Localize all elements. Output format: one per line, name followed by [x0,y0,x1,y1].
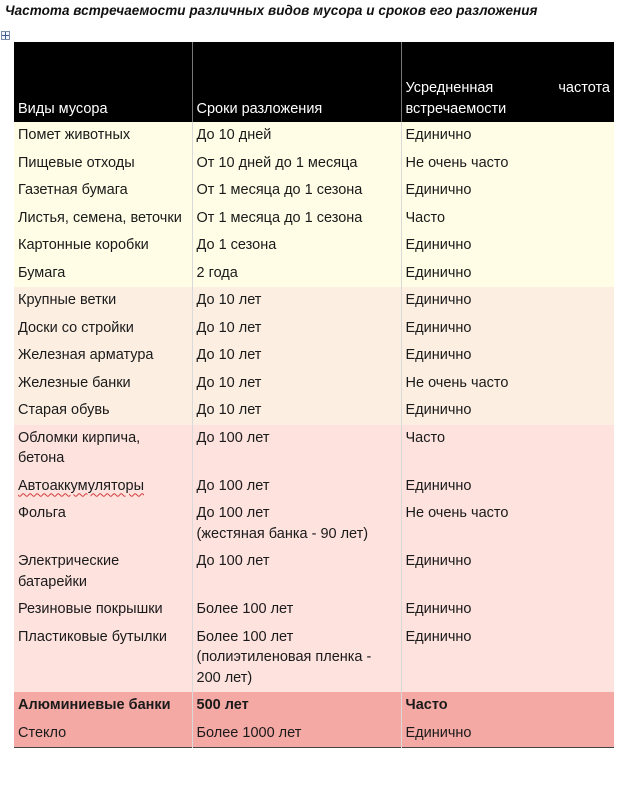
period-main: До 100 лет [196,505,270,521]
debris-type-cell: Стекло [14,720,192,748]
decomposition-period-cell [192,624,401,693]
debris-type-cell: Крупные ветки [14,287,192,315]
debris-type-cell: Картонные коробки [14,232,192,260]
table-row [14,287,614,315]
debris-type-cell: Обломки кирпича, бетона [14,425,192,473]
debris-type-cell: Железная арматура [14,342,192,370]
decomposition-period-cell: 2 года [192,260,401,288]
debris-type-cell: Бумага [14,260,192,288]
decomposition-period-cell: Более 100 лет [192,596,401,624]
table-row [14,205,614,233]
decomposition-period-cell: До 10 дней [192,122,401,150]
debris-type-cell: Резиновые покрышки [14,596,192,624]
debris-type-cell: Пищевые отходы [14,150,192,178]
debris-type-cell: Газетная бумага [14,177,192,205]
frequency-cell: Единично [401,287,614,315]
table-row [14,342,614,370]
frequency-cell: Единично [401,315,614,343]
frequency-cell: Часто [401,692,614,720]
header-type: Виды мусора [14,42,192,122]
table-row [14,122,614,150]
table-row [14,473,614,501]
table-header-row [14,42,614,122]
debris-type-cell [14,473,192,501]
period-note: (полиэтиленовая пленка - 200 лет) [196,649,372,686]
debris-type-cell: Электрические батарейки [14,548,192,596]
table-row [14,500,614,548]
table-row [14,260,614,288]
frequency-cell: Часто [401,425,614,473]
frequency-cell: Не очень часто [401,370,614,398]
table-row [14,177,614,205]
frequency-cell: Единично [401,720,614,748]
decomposition-period-cell: Более 1000 лет [192,720,401,748]
decomposition-period-cell: До 100 лет [192,425,401,473]
table-row [14,397,614,425]
period-note: (жестяная банка - 90 лет) [196,525,369,542]
table-row [14,596,614,624]
frequency-cell: Единично [401,177,614,205]
debris-type-cell: Фольга [14,500,192,548]
debris-type-cell: Доски со стройки [14,315,192,343]
debris-type-cell: Помет животных [14,122,192,150]
table-row [14,624,614,693]
table-row [14,720,614,748]
decomposition-period-cell: От 1 месяца до 1 сезона [192,177,401,205]
move-cross-icon [2,32,9,39]
table-row [14,548,614,596]
decomposition-period-cell: До 10 лет [192,287,401,315]
frequency-cell: Единично [401,473,614,501]
decomposition-period-cell: До 10 лет [192,315,401,343]
decomposition-period-cell: От 10 дней до 1 месяца [192,150,401,178]
frequency-cell: Не очень часто [401,500,614,548]
table-row [14,315,614,343]
frequency-cell: Единично [401,596,614,624]
debris-type-cell: Старая обувь [14,397,192,425]
frequency-cell: Единично [401,342,614,370]
frequency-cell: Часто [401,205,614,233]
debris-table [14,42,614,748]
debris-type-cell: Пластиковые бутылки [14,624,192,693]
decomposition-period-cell: До 10 лет [192,397,401,425]
decomposition-period-cell: От 1 месяца до 1 сезона [192,205,401,233]
header-period: Сроки разложения [192,42,401,122]
decomposition-period-cell: 500 лет [192,692,401,720]
debris-type-cell: Листья, семена, веточки [14,205,192,233]
frequency-cell: Единично [401,122,614,150]
table-row [14,370,614,398]
table-move-handle[interactable] [1,31,10,40]
decomposition-period-cell: До 1 сезона [192,232,401,260]
debris-type-cell: Алюминиевые банки [14,692,192,720]
decomposition-period-cell: До 100 лет [192,548,401,596]
frequency-cell: Не очень часто [401,150,614,178]
table-row [14,232,614,260]
decomposition-period-cell: До 10 лет [192,342,401,370]
document-title: Частота встречаемости различных видов мусора и сроков его разложения [5,3,538,18]
table-row [14,150,614,178]
table-row [14,692,614,720]
decomposition-period-cell: До 10 лет [192,370,401,398]
frequency-cell: Единично [401,624,614,693]
decomposition-period-cell: До 100 лет [192,473,401,501]
table-row [14,425,614,473]
frequency-cell: Единично [401,397,614,425]
frequency-cell: Единично [401,548,614,596]
frequency-cell: Единично [401,232,614,260]
header-frequency: Усредненная частота встречаемости [401,42,614,122]
debris-type-cell: Железные банки [14,370,192,398]
decomposition-period-cell [192,500,401,548]
frequency-cell: Единично [401,260,614,288]
period-main: Более 100 лет [196,628,294,645]
spellcheck-underlined-word: Автоаккумуляторы [18,477,145,494]
